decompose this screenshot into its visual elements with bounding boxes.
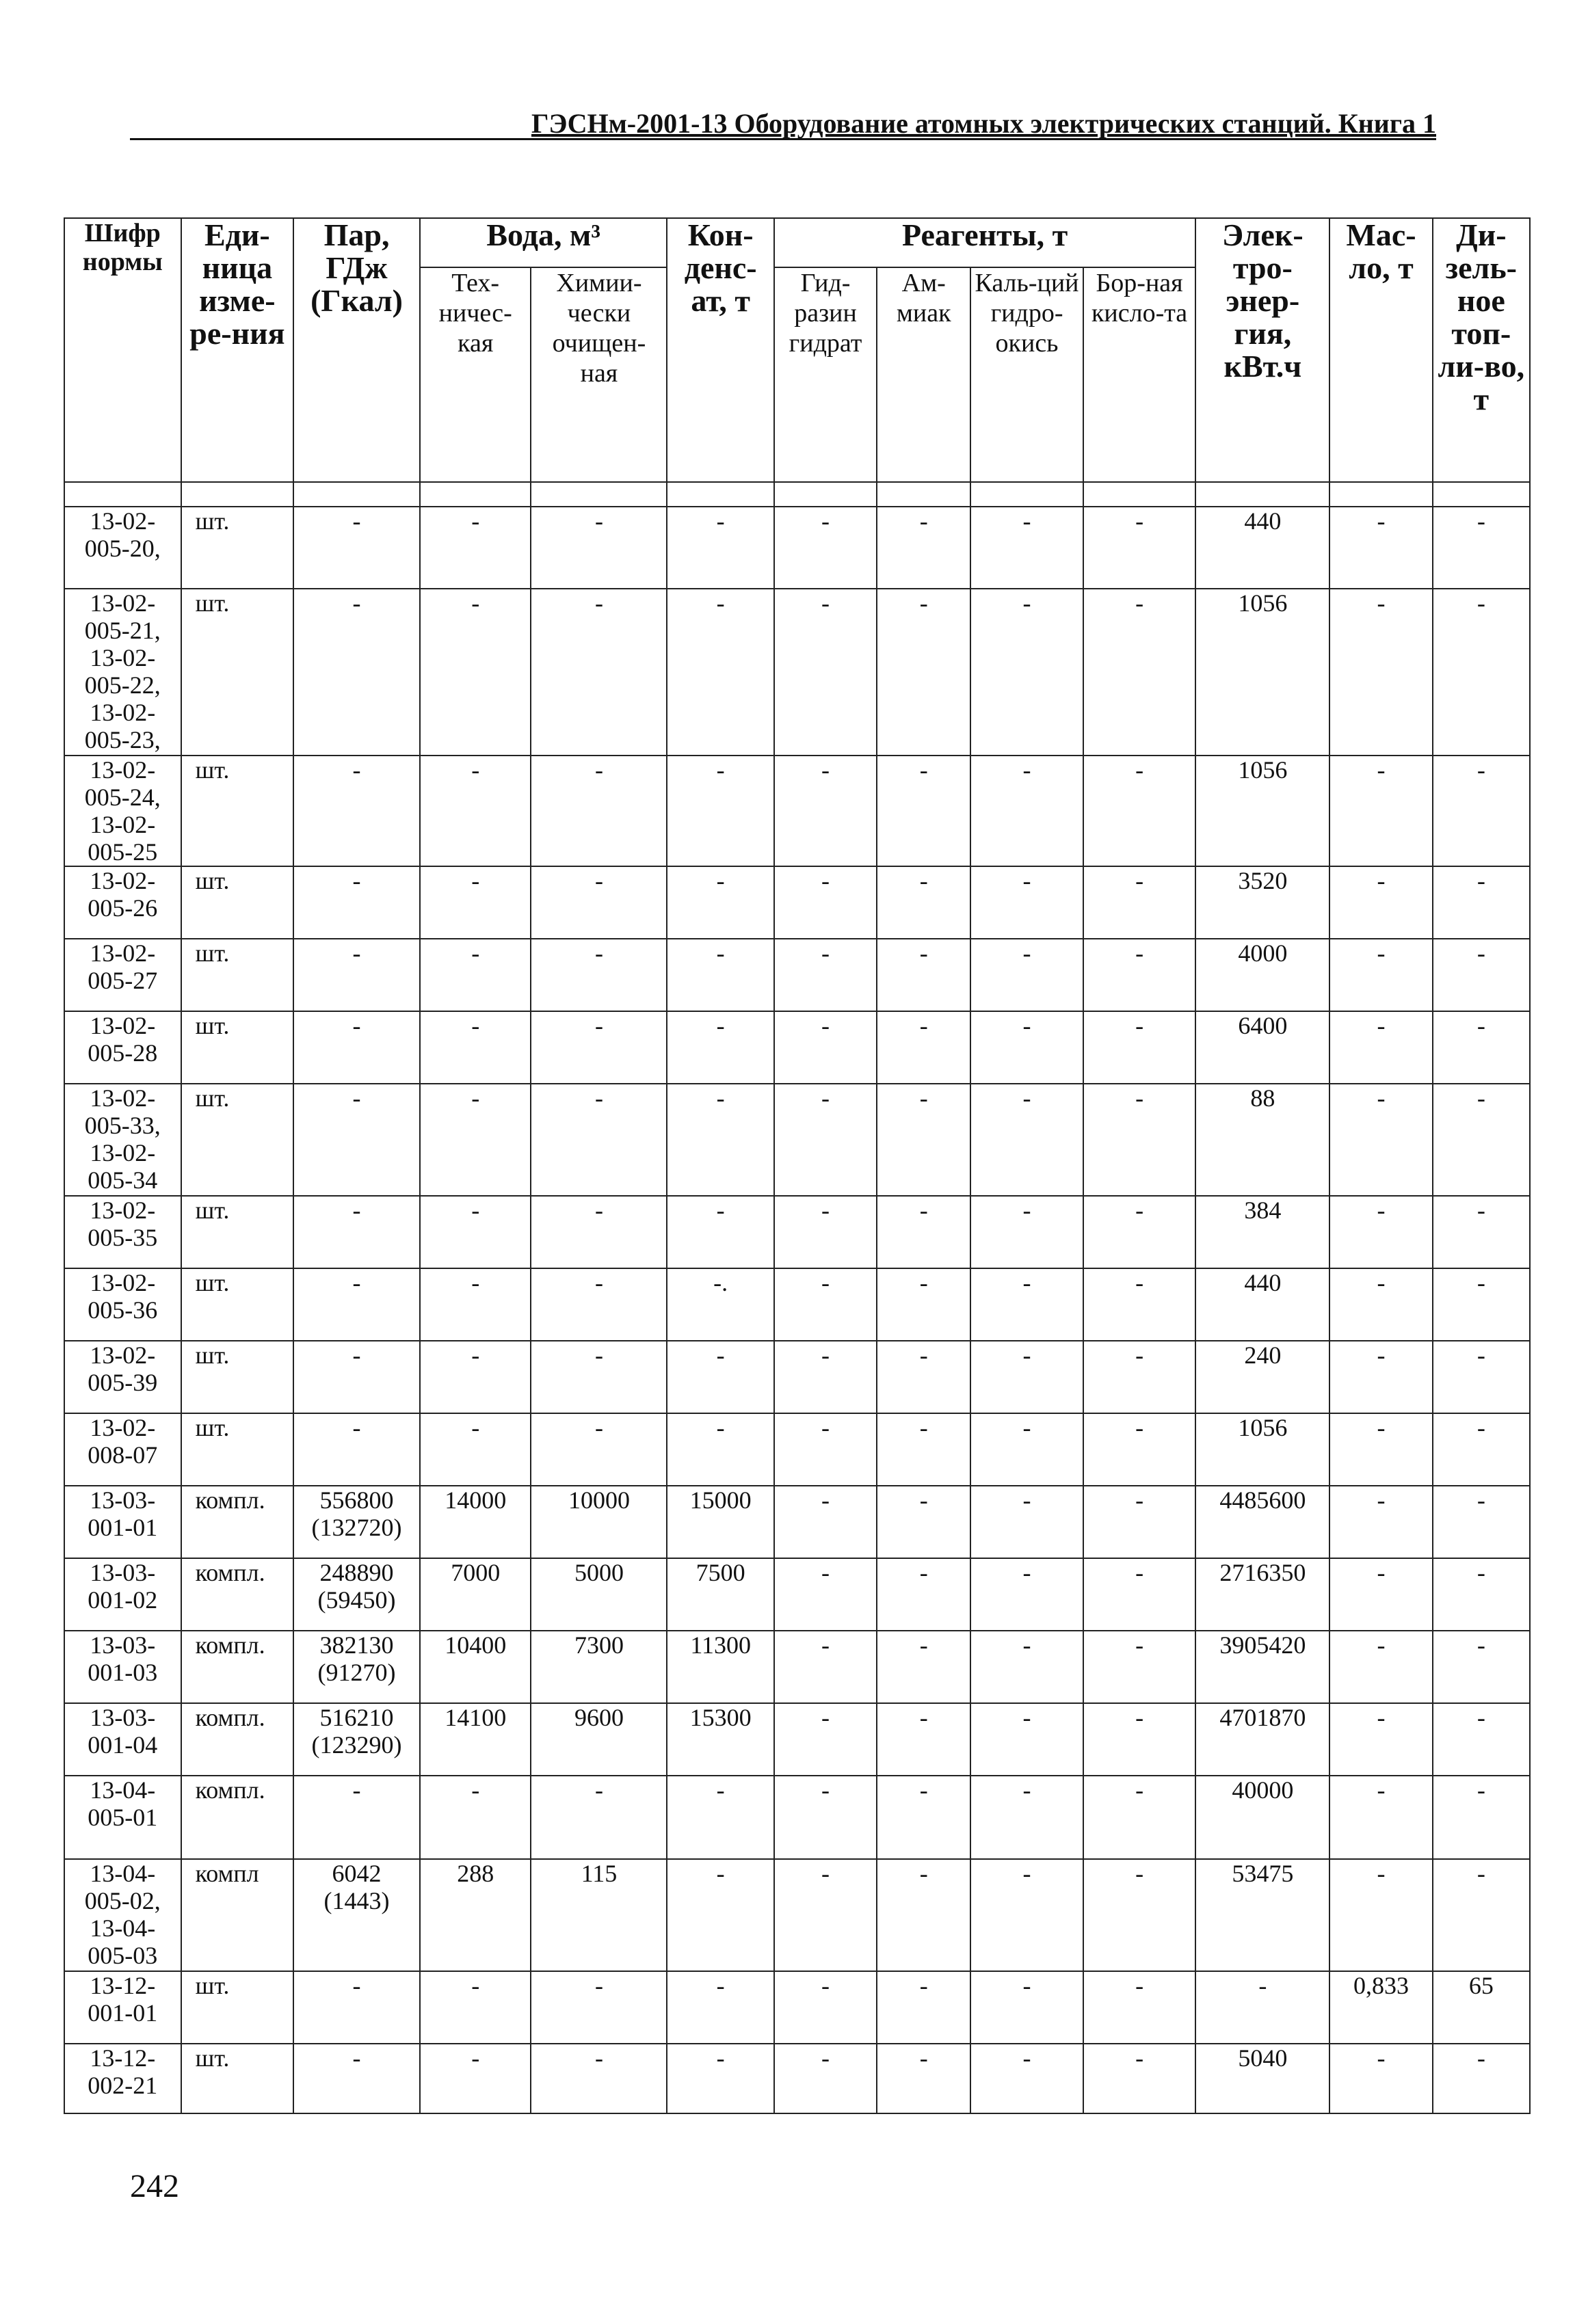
cell-cond: - <box>667 939 773 1011</box>
cell-cal: - <box>970 756 1083 866</box>
cell-el: 384 <box>1195 1196 1329 1268</box>
cell-el: 440 <box>1195 1268 1329 1341</box>
cell-code: 13-03-001-01 <box>64 1486 181 1558</box>
cell-cal: - <box>970 2044 1083 2113</box>
cell-tech: - <box>420 589 531 756</box>
table-row <box>64 1859 1530 1971</box>
cell-dies: - <box>1433 1011 1530 1084</box>
cell-bor: - <box>1083 1486 1196 1558</box>
cell-hyd: - <box>774 756 877 866</box>
cell-chem: - <box>531 589 667 756</box>
cell-code: 13-02-005-35 <box>64 1196 181 1268</box>
cell-unit: шт. <box>181 2044 294 2113</box>
cell-dies: - <box>1433 1486 1530 1558</box>
cell-bor: - <box>1083 939 1196 1011</box>
cell-el: 53475 <box>1195 1859 1329 1971</box>
cell-unit: шт. <box>181 1011 294 1084</box>
cell-oil: - <box>1329 1703 1432 1776</box>
cell-hyd: - <box>774 1011 877 1084</box>
cell-steam: 6042 (1443) <box>293 1859 420 1971</box>
running-header <box>130 109 1436 140</box>
table-row <box>64 2044 1530 2113</box>
cell-cal: - <box>970 1196 1083 1268</box>
cell-bor: - <box>1083 1558 1196 1631</box>
cell-unit: компл. <box>181 1558 294 1631</box>
table-row <box>64 866 1530 939</box>
cell-chem: 7300 <box>531 1631 667 1703</box>
cell-amm: - <box>877 1859 970 1971</box>
cell-cond: - <box>667 1196 773 1268</box>
cell-oil: - <box>1329 1341 1432 1413</box>
cell-steam: 248890 (59450) <box>293 1558 420 1631</box>
cell-tech: 7000 <box>420 1558 531 1631</box>
cell-oil: - <box>1329 1084 1432 1196</box>
cell-oil: - <box>1329 1558 1432 1631</box>
cell-cond: 7500 <box>667 1558 773 1631</box>
cell-amm: - <box>877 589 970 756</box>
cell-unit: компл. <box>181 1631 294 1703</box>
cell-bor: - <box>1083 1268 1196 1341</box>
cell-steam: - <box>293 1268 420 1341</box>
cell-el: 1056 <box>1195 1413 1329 1486</box>
resource-norms-table <box>64 217 1531 2114</box>
cell-cal: - <box>970 1011 1083 1084</box>
cell-tech: - <box>420 1196 531 1268</box>
header-diesel: Ди-зель-ное топ-ли-во, т <box>1433 218 1530 482</box>
cell-el: 1056 <box>1195 756 1329 866</box>
header-water: Вода, м³ <box>420 218 667 267</box>
cell-amm: - <box>877 1011 970 1084</box>
cell-amm: - <box>877 1341 970 1413</box>
cell-code: 13-04-005-02, 13-04-005-03 <box>64 1859 181 1971</box>
cell-amm: - <box>877 1776 970 1859</box>
table-row <box>64 1341 1530 1413</box>
cell-cal: - <box>970 1971 1083 2044</box>
cell-cal: - <box>970 1268 1083 1341</box>
cell-steam: - <box>293 1084 420 1196</box>
cell-hyd: - <box>774 866 877 939</box>
cell-chem: - <box>531 507 667 589</box>
cell-code: 13-02-005-28 <box>64 1011 181 1084</box>
cell-hyd: - <box>774 939 877 1011</box>
cell-tech: - <box>420 1971 531 2044</box>
cell-amm: - <box>877 507 970 589</box>
cell-oil: - <box>1329 1486 1432 1558</box>
cell-steam: - <box>293 1011 420 1084</box>
table-body <box>64 507 1530 2113</box>
cell-code: 13-02-008-07 <box>64 1413 181 1486</box>
cell-cond: - <box>667 507 773 589</box>
cell-cond: - <box>667 589 773 756</box>
cell-steam: - <box>293 939 420 1011</box>
cell-bor: - <box>1083 1341 1196 1413</box>
table-row <box>64 507 1530 589</box>
table-row <box>64 1971 1530 2044</box>
cell-hyd: - <box>774 2044 877 2113</box>
cell-oil: - <box>1329 1776 1432 1859</box>
cell-dies: - <box>1433 1084 1530 1196</box>
cell-steam: - <box>293 507 420 589</box>
cell-el: 5040 <box>1195 2044 1329 2113</box>
cell-chem: 9600 <box>531 1703 667 1776</box>
cell-dies: - <box>1433 1631 1530 1703</box>
cell-chem: - <box>531 1196 667 1268</box>
cell-oil: - <box>1329 589 1432 756</box>
cell-cond: -. <box>667 1268 773 1341</box>
cell-tech: - <box>420 2044 531 2113</box>
cell-oil: - <box>1329 756 1432 866</box>
cell-dies: - <box>1433 866 1530 939</box>
cell-dies: - <box>1433 507 1530 589</box>
header-water-tech: Тех-ничес-кая <box>420 267 531 482</box>
cell-amm: - <box>877 1196 970 1268</box>
cell-cond: - <box>667 866 773 939</box>
cell-oil: - <box>1329 1196 1432 1268</box>
cell-chem: - <box>531 1413 667 1486</box>
cell-hyd: - <box>774 1084 877 1196</box>
cell-code: 13-12-001-01 <box>64 1971 181 2044</box>
cell-tech: - <box>420 1084 531 1196</box>
table-row <box>64 939 1530 1011</box>
cell-oil: - <box>1329 507 1432 589</box>
cell-hyd: - <box>774 1776 877 1859</box>
cell-chem: - <box>531 1971 667 2044</box>
cell-steam: - <box>293 1971 420 2044</box>
cell-chem: - <box>531 756 667 866</box>
cell-tech: 288 <box>420 1859 531 1971</box>
table-row <box>64 1631 1530 1703</box>
cell-amm: - <box>877 1413 970 1486</box>
cell-el: 2716350 <box>1195 1558 1329 1631</box>
cell-oil: - <box>1329 1011 1432 1084</box>
cell-unit: шт. <box>181 1196 294 1268</box>
cell-tech: - <box>420 866 531 939</box>
cell-cond: - <box>667 1859 773 1971</box>
cell-oil: - <box>1329 1413 1432 1486</box>
cell-amm: - <box>877 2044 970 2113</box>
cell-oil: - <box>1329 2044 1432 2113</box>
cell-bor: - <box>1083 1196 1196 1268</box>
cell-cond: 15000 <box>667 1486 773 1558</box>
cell-bor: - <box>1083 1011 1196 1084</box>
cell-el: 4000 <box>1195 939 1329 1011</box>
cell-chem: - <box>531 866 667 939</box>
cell-unit: шт. <box>181 507 294 589</box>
cell-tech: - <box>420 1776 531 1859</box>
cell-hyd: - <box>774 1703 877 1776</box>
cell-amm: - <box>877 1268 970 1341</box>
cell-dies: - <box>1433 1776 1530 1859</box>
cell-code: 13-03-001-02 <box>64 1558 181 1631</box>
cell-steam: - <box>293 1413 420 1486</box>
cell-cal: - <box>970 1859 1083 1971</box>
cell-hyd: - <box>774 1268 877 1341</box>
cell-dies: - <box>1433 1859 1530 1971</box>
table-row <box>64 1413 1530 1486</box>
cell-el: 88 <box>1195 1084 1329 1196</box>
cell-unit: шт. <box>181 1341 294 1413</box>
cell-bor: - <box>1083 589 1196 756</box>
table-row <box>64 756 1530 866</box>
cell-oil: 0,833 <box>1329 1971 1432 2044</box>
table-row <box>64 1084 1530 1196</box>
cell-dies: 65 <box>1433 1971 1530 2044</box>
cell-tech: 14100 <box>420 1703 531 1776</box>
cell-cal: - <box>970 1413 1083 1486</box>
cell-bor: - <box>1083 2044 1196 2113</box>
header-calcium: Каль-ций гидро-окись <box>970 267 1083 482</box>
header-electricity: Элек-тро-энер-гия, кВт.ч <box>1195 218 1329 482</box>
cell-cond: - <box>667 1776 773 1859</box>
cell-oil: - <box>1329 939 1432 1011</box>
cell-dies: - <box>1433 1413 1530 1486</box>
cell-cal: - <box>970 507 1083 589</box>
cell-bor: - <box>1083 1971 1196 2044</box>
cell-bor: - <box>1083 1413 1196 1486</box>
table-row <box>64 1703 1530 1776</box>
page-number: 242 <box>130 2168 179 2204</box>
cell-hyd: - <box>774 589 877 756</box>
cell-dies: - <box>1433 1703 1530 1776</box>
cell-el: 4701870 <box>1195 1703 1329 1776</box>
header-spacer-row <box>64 482 1530 507</box>
cell-amm: - <box>877 1486 970 1558</box>
cell-el: 40000 <box>1195 1776 1329 1859</box>
cell-unit: шт. <box>181 1084 294 1196</box>
cell-tech: - <box>420 939 531 1011</box>
cell-el: 3520 <box>1195 866 1329 939</box>
cell-code: 13-02-005-20, <box>64 507 181 589</box>
cell-tech: 10400 <box>420 1631 531 1703</box>
table-row <box>64 1268 1530 1341</box>
table-row <box>64 1558 1530 1631</box>
cell-cond: 15300 <box>667 1703 773 1776</box>
cell-bor: - <box>1083 866 1196 939</box>
cell-oil: - <box>1329 1268 1432 1341</box>
cell-unit: компл. <box>181 1703 294 1776</box>
cell-dies: - <box>1433 1196 1530 1268</box>
cell-hyd: - <box>774 1558 877 1631</box>
header-oil: Мас-ло, т <box>1329 218 1432 482</box>
cell-dies: - <box>1433 1558 1530 1631</box>
cell-cal: - <box>970 1631 1083 1703</box>
table-row <box>64 1486 1530 1558</box>
cell-amm: - <box>877 939 970 1011</box>
cell-hyd: - <box>774 1413 877 1486</box>
cell-steam: - <box>293 756 420 866</box>
cell-cond: - <box>667 1413 773 1486</box>
cell-steam: 516210 (123290) <box>293 1703 420 1776</box>
cell-steam: - <box>293 866 420 939</box>
cell-dies: - <box>1433 1341 1530 1413</box>
cell-hyd: - <box>774 1859 877 1971</box>
cell-unit: шт. <box>181 866 294 939</box>
cell-hyd: - <box>774 507 877 589</box>
cell-chem: 115 <box>531 1859 667 1971</box>
cell-steam: 382130 (91270) <box>293 1631 420 1703</box>
table-row <box>64 1011 1530 1084</box>
cell-cond: - <box>667 1084 773 1196</box>
cell-unit: шт. <box>181 1971 294 2044</box>
cell-chem: - <box>531 1341 667 1413</box>
cell-code: 13-02-005-21, 13-02-005-22, 13-02-005-23, <box>64 589 181 756</box>
cell-unit: шт. <box>181 1413 294 1486</box>
cell-cond: - <box>667 1341 773 1413</box>
cell-tech: 14000 <box>420 1486 531 1558</box>
cell-cal: - <box>970 1084 1083 1196</box>
cell-hyd: - <box>774 1196 877 1268</box>
table-row <box>64 1776 1530 1859</box>
cell-dies: - <box>1433 939 1530 1011</box>
cell-dies: - <box>1433 589 1530 756</box>
cell-unit: шт. <box>181 589 294 756</box>
cell-code: 13-02-005-39 <box>64 1341 181 1413</box>
cell-el: - <box>1195 1971 1329 2044</box>
cell-cond: - <box>667 1971 773 2044</box>
header-ammonia: Ам-миак <box>877 267 970 482</box>
cell-chem: - <box>531 1776 667 1859</box>
cell-cal: - <box>970 1341 1083 1413</box>
cell-unit: шт. <box>181 1268 294 1341</box>
cell-cond: - <box>667 1011 773 1084</box>
cell-el: 240 <box>1195 1341 1329 1413</box>
cell-oil: - <box>1329 1859 1432 1971</box>
cell-unit: компл. <box>181 1776 294 1859</box>
header-condensate: Кон-денс-ат, т <box>667 218 773 482</box>
cell-code: 13-02-005-24, 13-02-005-25 <box>64 756 181 866</box>
cell-bor: - <box>1083 1703 1196 1776</box>
cell-chem: - <box>531 1084 667 1196</box>
cell-unit: компл. <box>181 1486 294 1558</box>
cell-unit: шт. <box>181 939 294 1011</box>
cell-el: 1056 <box>1195 589 1329 756</box>
cell-unit: компл <box>181 1859 294 1971</box>
header-title: ГЭСНм-2001-13 Оборудование атомных электрических станций. Книга 1 <box>531 108 1436 139</box>
cell-cal: - <box>970 1703 1083 1776</box>
cell-el: 4485600 <box>1195 1486 1329 1558</box>
cell-chem: - <box>531 1268 667 1341</box>
cell-code: 13-03-001-03 <box>64 1631 181 1703</box>
cell-code: 13-04-005-01 <box>64 1776 181 1859</box>
cell-unit: шт. <box>181 756 294 866</box>
cell-hyd: - <box>774 1341 877 1413</box>
cell-cal: - <box>970 866 1083 939</box>
cell-oil: - <box>1329 866 1432 939</box>
header-steam: Пар, ГДж (Гкал) <box>293 218 420 482</box>
cell-chem: - <box>531 2044 667 2113</box>
cell-code: 13-02-005-26 <box>64 866 181 939</box>
cell-code: 13-02-005-36 <box>64 1268 181 1341</box>
cell-bor: - <box>1083 507 1196 589</box>
cell-steam: - <box>293 1776 420 1859</box>
cell-amm: - <box>877 1631 970 1703</box>
header-unit: Еди-ница изме-ре-ния <box>181 218 294 482</box>
cell-cond: - <box>667 2044 773 2113</box>
header-reagents: Реагенты, т <box>774 218 1195 267</box>
cell-el: 6400 <box>1195 1011 1329 1084</box>
cell-steam: - <box>293 2044 420 2113</box>
cell-dies: - <box>1433 1268 1530 1341</box>
cell-chem: - <box>531 1011 667 1084</box>
cell-amm: - <box>877 1558 970 1631</box>
cell-steam: 556800 (132720) <box>293 1486 420 1558</box>
header-code: Шифр нормы <box>64 218 181 482</box>
cell-cal: - <box>970 589 1083 756</box>
header-water-chem: Химии-чески очищен-ная <box>531 267 667 482</box>
cell-code: 13-12-002-21 <box>64 2044 181 2113</box>
cell-bor: - <box>1083 1776 1196 1859</box>
cell-code: 13-02-005-27 <box>64 939 181 1011</box>
cell-hyd: - <box>774 1971 877 2044</box>
cell-dies: - <box>1433 2044 1530 2113</box>
cell-cal: - <box>970 1558 1083 1631</box>
cell-tech: - <box>420 1413 531 1486</box>
cell-cal: - <box>970 1486 1083 1558</box>
cell-amm: - <box>877 756 970 866</box>
cell-code: 13-02-005-33, 13-02-005-34 <box>64 1084 181 1196</box>
cell-bor: - <box>1083 1631 1196 1703</box>
cell-steam: - <box>293 589 420 756</box>
cell-amm: - <box>877 1084 970 1196</box>
cell-el: 440 <box>1195 507 1329 589</box>
cell-tech: - <box>420 1341 531 1413</box>
cell-cond: 11300 <box>667 1631 773 1703</box>
cell-el: 3905420 <box>1195 1631 1329 1703</box>
cell-amm: - <box>877 866 970 939</box>
table-header <box>64 218 1530 507</box>
cell-steam: - <box>293 1196 420 1268</box>
cell-chem: - <box>531 939 667 1011</box>
cell-steam: - <box>293 1341 420 1413</box>
cell-cond: - <box>667 756 773 866</box>
cell-amm: - <box>877 1703 970 1776</box>
cell-dies: - <box>1433 756 1530 866</box>
cell-oil: - <box>1329 1631 1432 1703</box>
cell-amm: - <box>877 1971 970 2044</box>
cell-hyd: - <box>774 1631 877 1703</box>
cell-cal: - <box>970 1776 1083 1859</box>
cell-tech: - <box>420 507 531 589</box>
cell-tech: - <box>420 1011 531 1084</box>
cell-bor: - <box>1083 1084 1196 1196</box>
cell-hyd: - <box>774 1486 877 1558</box>
cell-chem: 5000 <box>531 1558 667 1631</box>
table-row <box>64 589 1530 756</box>
cell-bor: - <box>1083 1859 1196 1971</box>
cell-tech: - <box>420 1268 531 1341</box>
cell-bor: - <box>1083 756 1196 866</box>
header-boric: Бор-ная кисло-та <box>1083 267 1196 482</box>
table-row <box>64 1196 1530 1268</box>
cell-code: 13-03-001-04 <box>64 1703 181 1776</box>
cell-chem: 10000 <box>531 1486 667 1558</box>
header-hydrazine: Гид-разин гидрат <box>774 267 877 482</box>
cell-tech: - <box>420 756 531 866</box>
cell-cal: - <box>970 939 1083 1011</box>
